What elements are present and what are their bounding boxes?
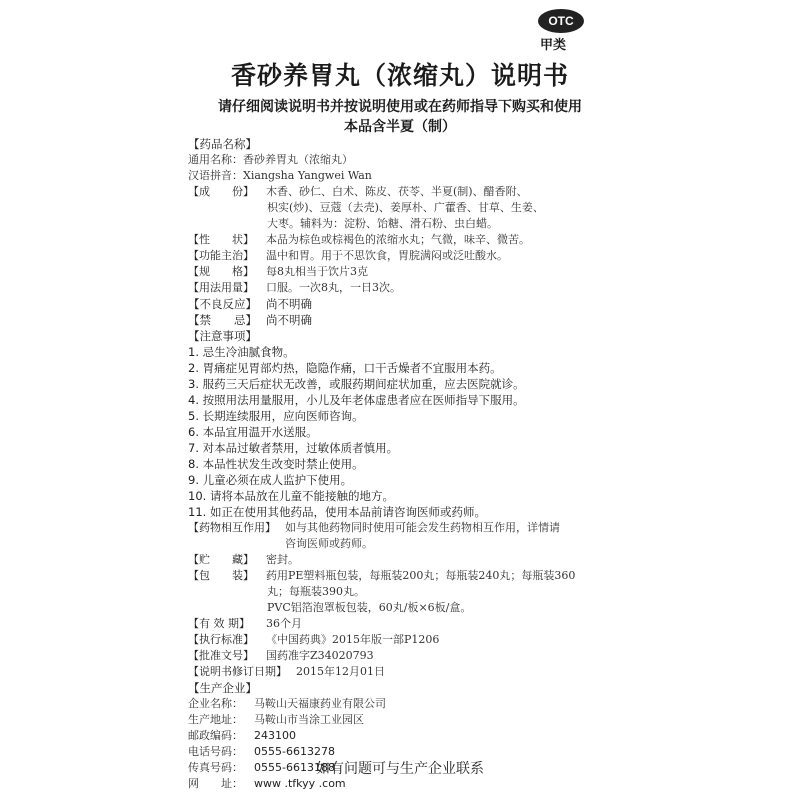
manufacturer-name-value: 马鞍山天福康药业有限公司 xyxy=(254,697,386,710)
manufacturer-address-label: 生产地址： xyxy=(188,713,243,726)
manufacturer-website-label: 网 址： xyxy=(188,777,243,790)
pinyin-row xyxy=(188,168,588,184)
generic-name-label: 通用名称： xyxy=(188,153,243,166)
packaging-label: 【包 装】 xyxy=(188,569,254,582)
subtitle-instruction: 请仔细阅读说明书并按说明使用或在药师指导下购买和使用 xyxy=(218,99,582,115)
precautions-heading: 【注意事项】 xyxy=(188,329,257,343)
ingredients-line-1: 木香、砂仁、白术、陈皮、茯苓、半夏(制)、醋香附、 xyxy=(266,185,528,198)
ingredients-line-3: 大枣。辅料为：淀粉、饴糖、滑石粉、虫白蜡。 xyxy=(267,217,498,230)
precaution-item-6: 6. 本品宜用温开水送服。 xyxy=(188,425,318,439)
manufacturer-row-postcode xyxy=(188,728,588,744)
manufacturer-row-address xyxy=(188,712,588,728)
manufacturer-address-value: 马鞍山市当涂工业园区 xyxy=(254,713,364,726)
precaution-item-2: 2. 胃痛症见胃部灼热，隐隐作痛，口干舌燥者不宜服用本药。 xyxy=(188,361,502,375)
manufacturer-phone-label: 电话号码： xyxy=(188,745,243,758)
approval-row xyxy=(188,648,588,664)
manufacturer-postcode-label: 邮政编码： xyxy=(188,729,243,742)
section-heading-name: 【药品名称】 xyxy=(188,137,257,151)
generic-name-row xyxy=(188,152,588,168)
manufacturer-name-label: 企业名称： xyxy=(188,697,243,710)
adverse-value: 尚不明确 xyxy=(266,297,312,311)
contra-label: 【禁 忌】 xyxy=(188,313,257,327)
generic-name-value: 香砂养胃丸（浓缩丸） xyxy=(243,153,353,166)
validity-label: 【有 效 期】 xyxy=(188,617,250,630)
dosage-value: 口服。一次8丸，一日3次。 xyxy=(266,281,401,294)
indications-label: 【功能主治】 xyxy=(188,249,254,262)
dosage-label: 【用法用量】 xyxy=(188,281,254,294)
ingredients-row xyxy=(188,184,588,200)
ingredients-line-2: 枳实(炒)、豆蔻（去壳)、姜厚朴、广藿香、甘草、生姜、 xyxy=(267,201,544,214)
manufacturer-row-website xyxy=(188,776,588,792)
manufacturer-row-name xyxy=(188,696,588,712)
properties-value: 本品为棕色或棕褐色的浓缩水丸；气微，味辛、微苦。 xyxy=(266,233,530,246)
leaflet-body xyxy=(188,136,588,792)
document-title: 香砂养胃丸（浓缩丸）说明书 xyxy=(230,61,569,90)
indications-row xyxy=(188,248,588,264)
standard-row xyxy=(188,632,588,648)
precaution-item-1: 1. 忌生冷油腻食物。 xyxy=(188,345,295,359)
specification-label: 【规 格】 xyxy=(188,265,254,278)
manufacturer-heading: 【生产企业】 xyxy=(188,681,257,695)
contra-row xyxy=(188,312,588,328)
manufacturer-fax-value: 0555-6613188 xyxy=(254,761,335,774)
properties-label: 【性 状】 xyxy=(188,233,254,246)
specification-row xyxy=(188,264,588,280)
properties-row xyxy=(188,232,588,248)
approval-value: 国药准字Z34020793 xyxy=(266,649,374,662)
manufacturer-postcode-value: 243100 xyxy=(254,729,296,742)
ingredients-label: 【成 份】 xyxy=(188,185,254,198)
adverse-row xyxy=(188,296,588,312)
adverse-label: 【不良反应】 xyxy=(188,297,257,311)
precaution-item-4: 4. 按照用法用量服用，小儿及年老体虚患者应在医师指导下服用。 xyxy=(188,393,525,407)
revision-value: 2015年12月01日 xyxy=(296,665,385,678)
manufacturer-phone-value: 0555-6613278 xyxy=(254,745,335,758)
validity-value: 36个月 xyxy=(266,617,302,630)
interactions-label: 【药物相互作用】 xyxy=(188,521,276,534)
storage-label: 【贮 藏】 xyxy=(188,553,254,566)
interactions-line-1: 如与其他药物同时使用可能会发生药物相互作用，详情请 xyxy=(285,521,560,534)
precaution-item-7: 7. 对本品过敏者禁用，过敏体质者慎用。 xyxy=(188,441,399,455)
packaging-row xyxy=(188,568,588,584)
contra-value: 尚不明确 xyxy=(266,313,312,327)
precaution-item-3: 3. 服药三天后症状无改善，或服药期间症状加重，应去医院就诊。 xyxy=(188,377,525,391)
storage-row xyxy=(188,552,588,568)
pinyin-value: Xiangsha Yangwei Wan xyxy=(243,169,372,182)
precaution-item-10: 10. 请将本品放在儿童不能接触的地方。 xyxy=(188,489,394,503)
approval-label: 【批准文号】 xyxy=(188,649,254,662)
storage-value: 密封。 xyxy=(266,553,299,566)
precaution-item-11: 11. 如正在使用其他药品，使用本品前请咨询医师或药师。 xyxy=(188,505,486,519)
interactions-row xyxy=(188,520,588,536)
revision-row xyxy=(188,664,588,680)
manufacturer-website-value: www .tfkyy .com xyxy=(254,777,346,790)
footer-contact-note: 如有问题可与生产企业联系 xyxy=(316,761,484,777)
packaging-line-3: PVC铝箔泡罩板包装，60丸/板×6板/盒。 xyxy=(267,601,472,614)
packaging-line-2: 丸；每瓶装390丸。 xyxy=(267,585,365,598)
revision-label: 【说明书修订日期】 xyxy=(188,665,287,678)
specification-value: 每8丸相当于饮片3克 xyxy=(266,265,368,278)
precaution-item-8: 8. 本品性状发生改变时禁止使用。 xyxy=(188,457,364,471)
precaution-item-9: 9. 儿童必须在成人监护下使用。 xyxy=(188,473,353,487)
packaging-line-1: 药用PE塑料瓶包装，每瓶装200丸；每瓶装240丸；每瓶装360 xyxy=(266,569,576,582)
interactions-line-2: 咨询医师或药师。 xyxy=(285,537,373,550)
precaution-item-5: 5. 长期连续服用，应向医师咨询。 xyxy=(188,409,364,423)
dosage-row xyxy=(188,280,588,296)
otc-badge: OTC xyxy=(538,9,584,33)
validity-row xyxy=(188,616,588,632)
standard-label: 【执行标准】 xyxy=(188,633,254,646)
standard-value: 《中国药典》2015年版一部P1206 xyxy=(266,633,440,646)
pinyin-label: 汉语拼音： xyxy=(188,169,243,182)
otc-category: 甲类 xyxy=(540,38,567,53)
subtitle-ingredient-note: 本品含半夏（制） xyxy=(344,119,456,135)
indications-value: 温中和胃。用于不思饮食，胃脘满闷或泛吐酸水。 xyxy=(266,249,508,262)
manufacturer-fax-label: 传真号码： xyxy=(188,761,243,774)
